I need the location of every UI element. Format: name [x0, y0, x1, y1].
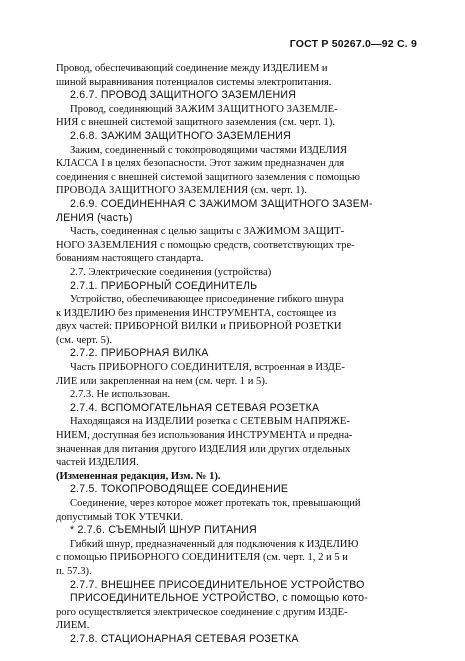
- text-line: Соединение, через которое может протекать ток, превышающий: [70, 498, 361, 509]
- text-line: частей ИЗДЕЛИЯ.: [56, 457, 139, 469]
- text-line: к ИЗДЕЛИЮ без применения ИНСТРУМЕНТА, состоящее из: [56, 307, 337, 319]
- text-line: рого осуществляется электрическое соединение с другим ИЗДЕ-: [56, 606, 348, 618]
- section-heading: * 2.7.6. СЪЕМНЫЙ ШНУР ПИТАНИЯ: [70, 524, 257, 537]
- text-line: значенная для питания другого ИЗДЕЛИЯ или других отдельных: [56, 443, 351, 455]
- text-line: Устройство, обеспечивающее присоединение гибкого шнура: [70, 294, 344, 306]
- section-heading-cont: ЛЕНИЯ (часть): [56, 211, 133, 224]
- section-heading: 2.6.8. ЗАЖИМ ЗАЩИТНОГО ЗАЗЕМЛЕНИЯ: [70, 129, 291, 142]
- text-line: КЛАССА I в целях безопасности. Этот зажим предназначен для: [56, 158, 345, 170]
- text-line: ЛИЕМ.: [56, 620, 90, 632]
- text-line: НИЕМ, доступная без использования ИНСТРУМЕНТА и предна-: [56, 430, 353, 442]
- text-line: шиной выравнивания потенциалов системы электропитания.: [56, 76, 332, 88]
- section-heading: 2.7.1. ПРИБОРНЫЙ СОЕДИНИТЕЛЬ: [70, 279, 258, 292]
- text-line: Провод, обеспечивающий соединение между ИЗДЕЛИЕМ и: [56, 63, 328, 74]
- text-line: 2.7.3. Не использован.: [70, 389, 171, 401]
- page-header: ГОСТ Р 50267.0—92 С. 9: [289, 38, 417, 50]
- text-line: бованиям настоящего стандарта.: [56, 253, 204, 265]
- text-line: с помощью ПРИБОРНОГО СОЕДИНИТЕЛЯ (см. черт. 1, 2 и 5 и: [56, 552, 348, 564]
- section-heading: 2.7.5. ТОКОПРОВОДЯЩЕЕ СОЕДИНЕНИЕ: [70, 483, 289, 496]
- text-line: допустимый ТОК УТЕЧКИ.: [56, 511, 184, 523]
- text-line: НОГО ЗАЗЕМЛЕНИЯ с помощью средств, соответствующих тре-: [56, 239, 355, 251]
- text-line: НИЯ с внешней системой защитного заземления (см. черт. 1).: [56, 117, 335, 129]
- text-line: ПРИСОЕДИНИТЕЛЬНОЕ УСТРОЙСТВО, с помощью кото-: [70, 592, 368, 605]
- section-heading: 2.7.2. ПРИБОРНАЯ ВИЛКА: [70, 347, 209, 360]
- section-heading: 2.6.7. ПРОВОД ЗАЩИТНОГО ЗАЗЕМЛЕНИЯ: [70, 89, 297, 102]
- text-line: соединения с внешней системой защитного заземления с помощью: [56, 171, 360, 183]
- text-line: двух частей: ПРИБОРНОЙ ВИЛКИ и ПРИБОРНОЙ РОЗЕТКИ: [56, 321, 342, 333]
- section-heading: 2.7.4. ВСПОМОГАТЕЛЬНАЯ СЕТЕВАЯ РОЗЕТКА: [70, 401, 320, 414]
- section-heading: 2.7.7. ВНЕШНЕЕ ПРИСОЕДИНИТЕЛЬНОЕ УСТРОЙСТВО: [70, 578, 365, 591]
- text-line: Часть, соединенная с целью защиты с ЗАЖИМОМ ЗАЩИТ-: [70, 226, 345, 238]
- text-line: (см. черт. 5).: [56, 334, 113, 346]
- amendment-note: (Измененная редакция, Изм. № 1).: [56, 470, 221, 482]
- text-line: Часть ПРИБОРНОГО СОЕДИНИТЕЛЯ, встроенная в ИЗДЕ-: [70, 362, 345, 374]
- text-line: Зажим, соединенный с токопроводящими частями ИЗДЕЛИЯ: [70, 144, 348, 156]
- text-line: Находящаяся на ИЗДЕЛИИ розетка с СЕТЕВЫМ НАПРЯЖЕ-: [70, 416, 350, 428]
- document-body: [56, 62, 418, 647]
- text-line: Гибкий шнур, предназначенный для подключения к ИЗДЕЛИЮ: [70, 538, 359, 550]
- subsection-heading: 2.7. Электрические соединения (устройства): [70, 266, 272, 278]
- section-heading: 2.6.9. СОЕДИНЕННАЯ С ЗАЖИМОМ ЗАЩИТНОГО ЗАЗЕМ-: [70, 197, 373, 210]
- text-line: ПРОВОДА ЗАЩИТНОГО ЗАЗЕМЛЕНИЯ (см. черт. 1).: [56, 185, 307, 197]
- text-line: ЛИЕ или закрепленная на нем (см. черт. 1 и 5).: [56, 375, 268, 387]
- text-line: п. 57.3).: [56, 565, 92, 577]
- section-heading: 2.7.8. СТАЦИОНАРНАЯ СЕТЕВАЯ РОЗЕТКА: [70, 632, 299, 645]
- text-line: Провод, соединяющий ЗАЖИМ ЗАЩИТНОГО ЗАЗЕМЛЕ-: [70, 103, 338, 115]
